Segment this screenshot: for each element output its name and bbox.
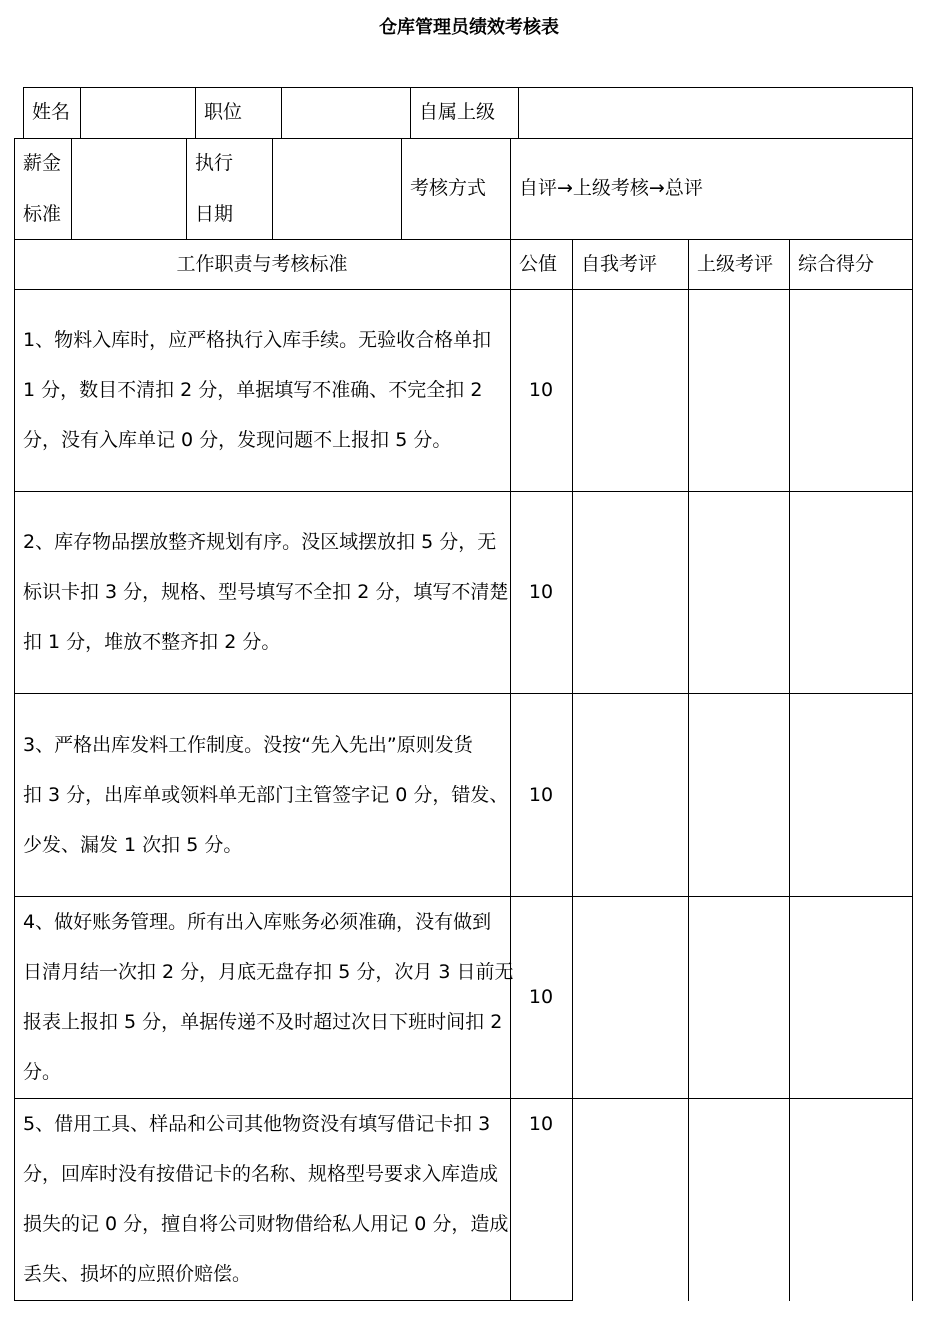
superior-eval-cell[interactable] (689, 492, 788, 692)
salary-label-line1: 薪金 (23, 152, 62, 174)
superior-eval-cell[interactable] (689, 1099, 788, 1299)
exec-date-label-line2: 日期 (195, 203, 234, 225)
superior-eval-cell[interactable] (689, 897, 788, 1097)
col-header-weight: 公值 (519, 253, 558, 275)
exec-date-label-line1: 执行 (195, 152, 234, 174)
total-score-cell[interactable] (790, 1099, 911, 1299)
weight-value: 10 (528, 581, 554, 603)
duty-text-line: 丢失、损坏的应照价赔偿。 (23, 1263, 252, 1285)
weight-value: 10 (528, 1113, 554, 1135)
position-value-cell[interactable] (282, 88, 409, 137)
duty-text-line: 报表上报扣 5 分，单据传递不及时超过次日下班时间扣 2 (23, 1011, 503, 1033)
duty-text-line: 1、物料入库时，应严格执行入库手续。无验收合格单扣 (23, 329, 492, 351)
weight-value: 10 (528, 986, 554, 1008)
total-score-cell[interactable] (790, 897, 911, 1097)
duty-text-line: 5、借用工具、样品和公司其他物资没有填写借记卡扣 3 (23, 1113, 491, 1135)
self-eval-cell[interactable] (573, 1099, 687, 1299)
total-score-cell[interactable] (790, 290, 911, 490)
duty-text-line: 3、严格出库发料工作制度。没按“先入先出”原则发货 (23, 734, 473, 756)
method-value: 自评→上级考核→总评 (519, 177, 703, 199)
duty-text-line: 日清月结一次扣 2 分，月底无盘存扣 5 分，次月 3 日前无 (23, 961, 514, 983)
total-score-cell[interactable] (790, 492, 911, 692)
superior-value-cell[interactable] (519, 88, 911, 137)
salary-label-line2: 标准 (23, 203, 62, 225)
duty-text-line: 4、做好账务管理。所有出入库账务必须准确，没有做到 (23, 911, 492, 933)
col-header-superior-eval: 上级考评 (697, 253, 774, 275)
duty-text-line: 少发、漏发 1 次扣 5 分。 (23, 834, 243, 856)
duty-text-line: 扣 3 分，出库单或领料单无部门主管签字记 0 分，错发、 (23, 784, 509, 806)
self-eval-cell[interactable] (573, 694, 687, 895)
method-label: 考核方式 (410, 177, 487, 199)
col-header-total-score: 综合得分 (798, 253, 875, 275)
duty-text-line: 分，没有入库单记 0 分，发现问题不上报扣 5 分。 (23, 429, 452, 451)
self-eval-cell[interactable] (573, 290, 687, 490)
duty-text-line: 损失的记 0 分，擅自将公司财物借给私人用记 0 分，造成 (23, 1213, 509, 1235)
duty-text-line: 2、库存物品摆放整齐规划有序。没区域摆放扣 5 分，无 (23, 531, 497, 553)
position-label: 职位 (204, 101, 243, 123)
self-eval-cell[interactable] (573, 492, 687, 692)
col-header-self-eval: 自我考评 (581, 253, 658, 275)
superior-eval-cell[interactable] (689, 694, 788, 895)
duty-text-line: 标识卡扣 3 分，规格、型号填写不全扣 2 分，填写不清楚 (23, 581, 509, 603)
duty-text-line: 分，回库时没有按借记卡的名称、规格型号要求入库造成 (23, 1163, 499, 1185)
salary-value-cell[interactable] (72, 139, 185, 238)
duty-text-line: 扣 1 分，堆放不整齐扣 2 分。 (23, 631, 281, 653)
total-score-cell[interactable] (790, 694, 911, 895)
duty-text-line: 分。 (23, 1061, 62, 1083)
duty-text-line: 1 分，数目不清扣 2 分，单据填写不准确、不完全扣 2 (23, 379, 483, 401)
name-label: 姓名 (32, 101, 71, 123)
form-title: 仓库管理员绩效考核表 (379, 17, 559, 38)
superior-eval-cell[interactable] (689, 290, 788, 490)
weight-value: 10 (528, 379, 554, 401)
col-header-duties: 工作职责与考核标准 (176, 253, 348, 275)
weight-value: 10 (528, 784, 554, 806)
name-value-cell[interactable] (81, 88, 194, 137)
self-eval-cell[interactable] (573, 897, 687, 1097)
exec-date-value-cell[interactable] (273, 139, 400, 238)
superior-label: 自属上级 (419, 101, 496, 123)
